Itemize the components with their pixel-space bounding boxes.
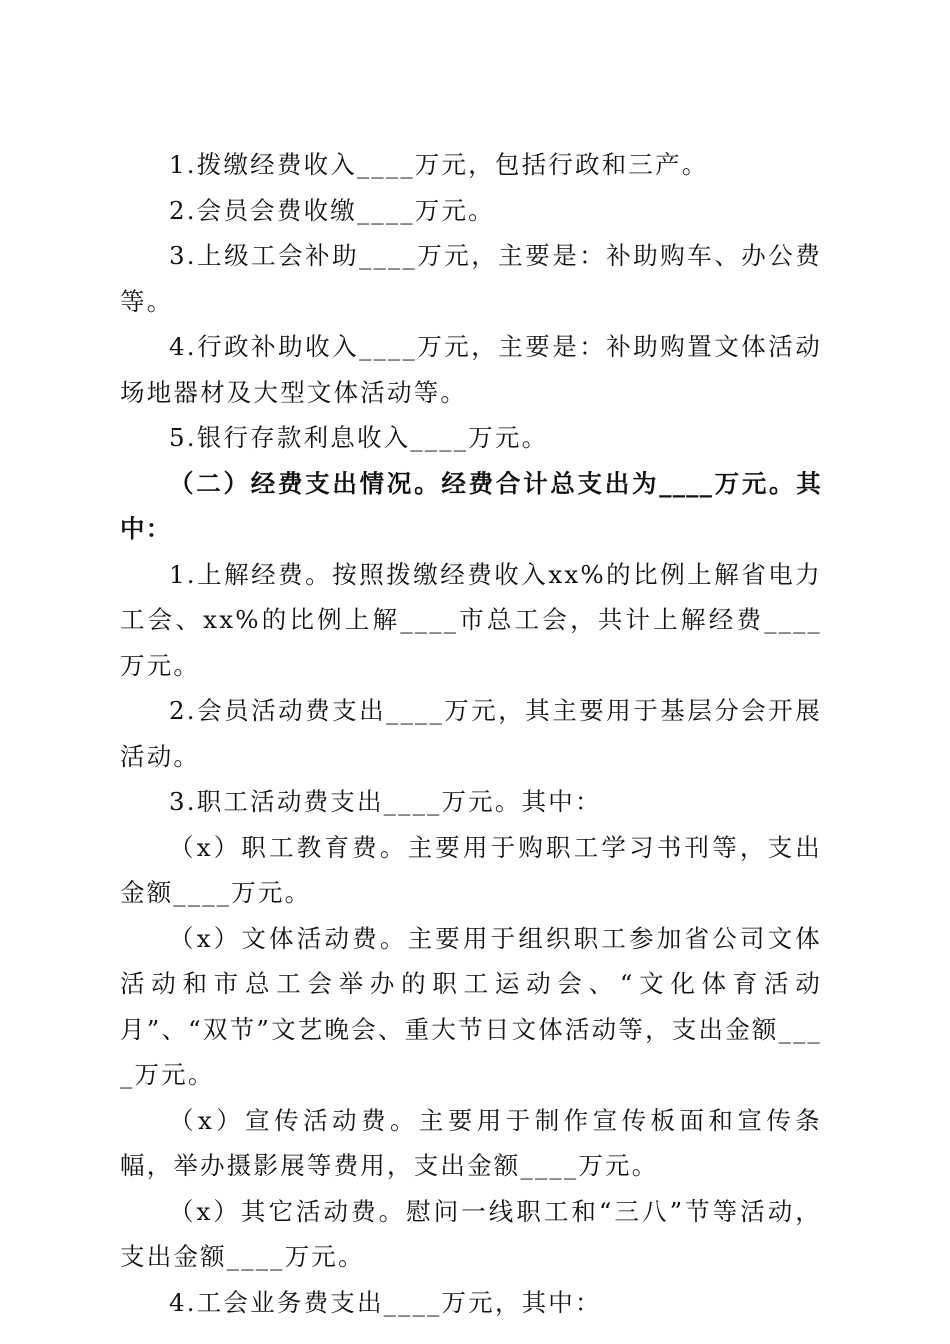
document-body	[120, 142, 822, 1325]
expense-subitem-other: （x）其它活动费。慰问一线职工和“三八”节等活动，支出金额____万元。	[120, 1196, 822, 1271]
income-item-1: 1.拨缴经费收入____万元，包括行政和三产。	[169, 150, 709, 179]
expense-subitem-education: （x）职工教育费。主要用于购职工学习书刊等，支出金额____万元。	[120, 832, 822, 907]
income-item-3: 3.上级工会补助____万元，主要是：补助购车、办公费等。	[120, 241, 822, 316]
income-item-2: 2.会员会费收缴____万元。	[169, 195, 495, 225]
expense-item-1: 1.上解经费。按照拨缴经费收入xx%的比例上解省电力工会、xx%的比例上解____市总工会，共计上解经费____万元。	[120, 559, 822, 680]
expense-item-3: 3.职工活动费支出____万元。其中：	[169, 787, 602, 816]
income-item-4: 4.行政补助收入____万元，主要是：补助购置文体活动场地器材及大型文体活动等。	[120, 332, 822, 407]
expense-item-2: 2.会员活动费支出____万元，其主要用于基层分会开展活动。	[120, 696, 822, 771]
section-heading-expenditure: （二）经费支出情况。经费合计总支出为____万元。其中：	[120, 468, 822, 543]
expense-subitem-publicity: （x）宣传活动费。主要用于制作宣传板面和宣传条幅，举办摄影展等费用，支出金额____万元。	[120, 1105, 822, 1180]
expense-subitem-culture-sports: （x）文体活动费。主要用于组织职工参加省公司文体活动和市总工会举办的职工运动会、“文化体育活动月”、“双节”文艺晚会、重大节日文体活动等，支出金额____万元。	[120, 923, 822, 1089]
expense-item-4: 4.工会业务费支出____万元，其中：	[169, 1287, 602, 1317]
income-item-5: 5.银行存款利息收入____万元。	[169, 423, 549, 452]
